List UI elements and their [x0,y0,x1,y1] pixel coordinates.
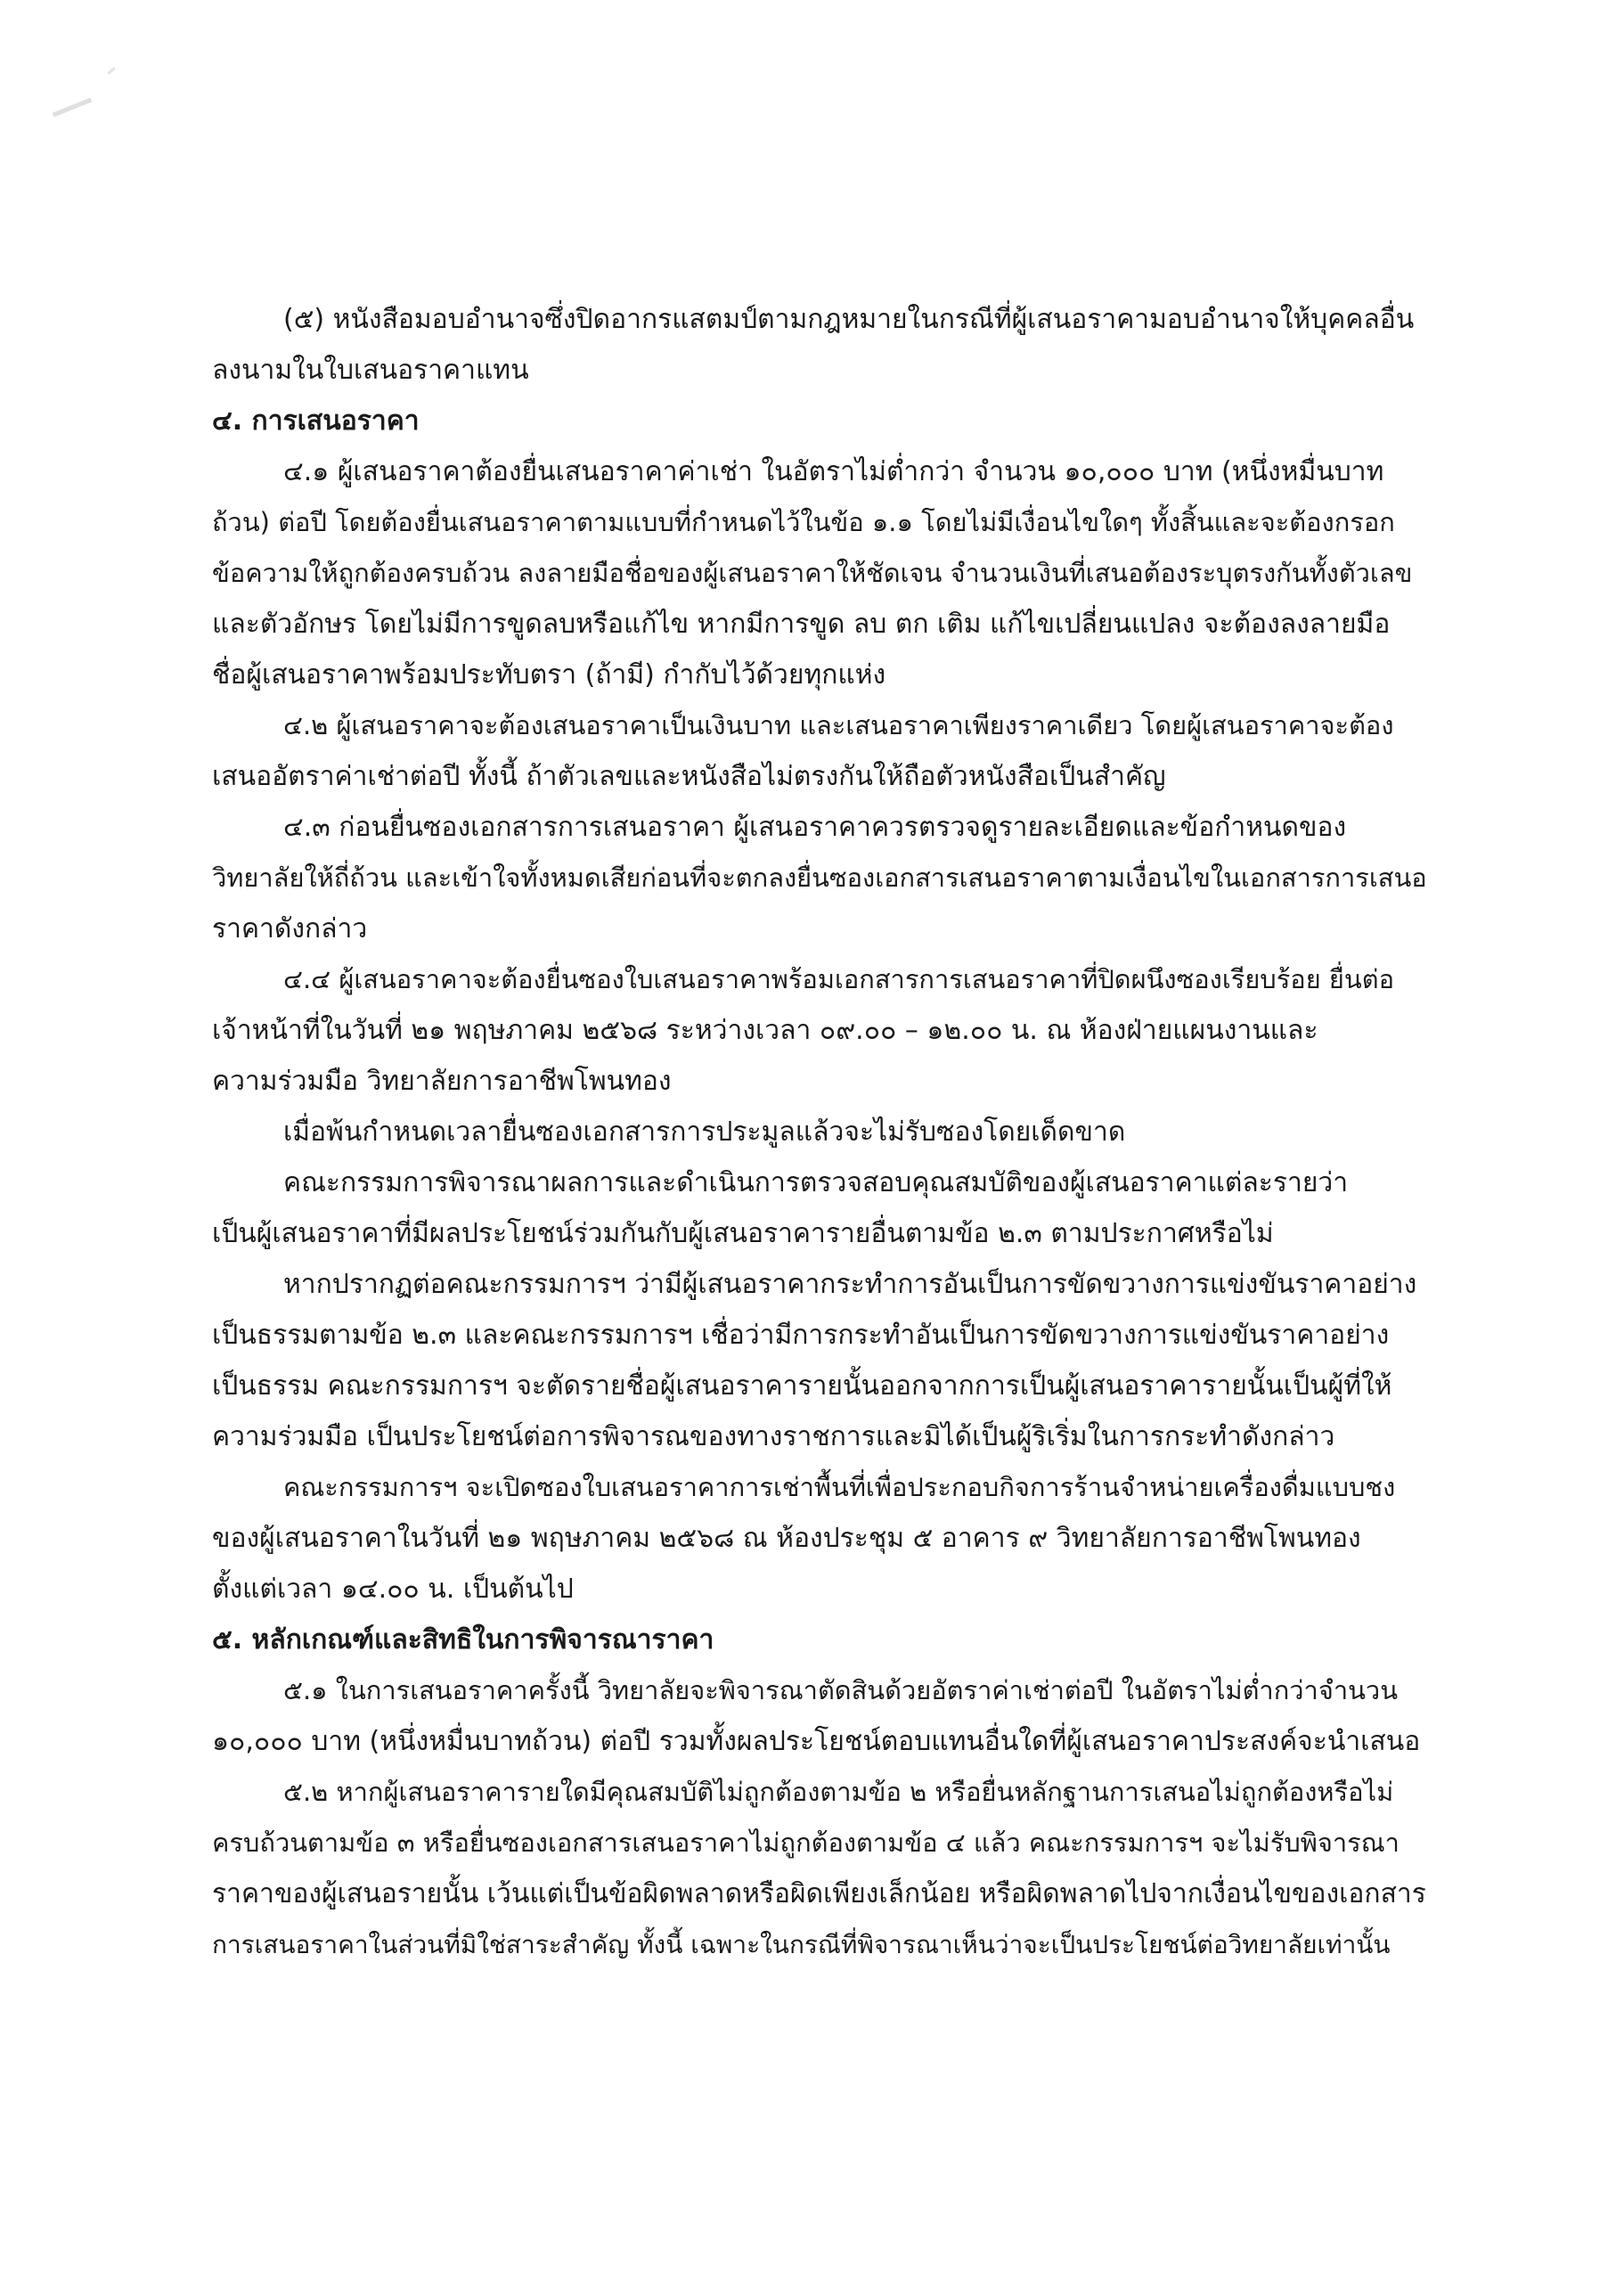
text-line: ราคาดังกล่าว [212,913,368,944]
text-line: เป็นธรรมตามข้อ ๒.๓ และคณะกรรมการฯ เชื่อว่ามีการกระทำอันเป็นการขัดขวางการแข่งขันราคาอย่าง [212,1320,1390,1351]
text-line: ข้อความให้ถูกต้องครบถ้วน ลงลายมือชื่อของผู้เสนอราคาให้ชัดเจน จำนวนเงินที่เสนอต้องระบุตรงกันทั้งตัวเลข [212,558,1413,588]
scan-artifact [53,98,93,118]
text-line: เจ้าหน้าที่ในวันที่ ๒๑ พฤษภาคม ๒๕๖๘ ระหว่างเวลา ๐๙.๐๐ – ๑๒.๐๐ น. ณ ห้องฝ่ายแผนงานและ [212,1015,1318,1046]
text-line: ลงนามในใบเสนอราคาแทน [212,355,529,386]
text-line: ครบถ้วนตามข้อ ๓ หรือยื่นซองเอกสารเสนอราคาไม่ถูกต้องตามข้อ ๔ แล้ว คณะกรรมการฯ จะไม่รับพิจารณา [212,1827,1400,1858]
text-line: เป็นธรรม คณะกรรมการฯ จะตัดรายชื่อผู้เสนอราคารายนั้นออกจากการเป็นผู้เสนอราคารายนั้นเป็นผู้ที่ให้ [212,1370,1392,1402]
text-line: เมื่อพ้นกำหนดเวลายื่นซองเอกสารการประมูลแล้วจะไม่รับซองโดยเด็ดขาด [283,1116,1126,1148]
text-line: ๔.๔ ผู้เสนอราคาจะต้องยื่นซองใบเสนอราคาพร้อมเอกสารการเสนอราคาที่ปิดผนึงซองเรียบร้อย ยื่นต่อ [283,964,1394,994]
text-line: ของผู้เสนอราคาในวันที่ ๒๑ พฤษภาคม ๒๕๖๘ ณ ห้องประชุม ๕ อาคาร ๙ วิทยาลัยการอาชีพโพนทอง [212,1523,1361,1554]
text-line: หากปรากฏต่อคณะกรรมการฯ ว่ามีผู้เสนอราคากระทำการอันเป็นการขัดขวางการแข่งขันราคาอย่าง [283,1269,1417,1300]
scan-artifact [107,67,116,75]
text-line: ราคาของผู้เสนอรายนั้น เว้นแต่เป็นข้อผิดพลาดหรือผิดเพียงเล็กน้อย หรือผิดพลาดไปจากเงื่อนไขของเอกสาร [212,1878,1426,1909]
text-line: ๕.๒ หากผู้เสนอราคารายใดมีคุณสมบัติไม่ถูกต้องตามข้อ ๒ หรือยื่นหลักฐานการเสนอไม่ถูกต้องหรือไม่ [283,1777,1394,1807]
text-line: (๕) หนังสือมอบอำนาจซึ่งปิดอากรแสตมป์ตามกฎหมายในกรณีที่ผู้เสนอราคามอบอำนาจให้บุคคลอื่น [283,304,1415,335]
text-line: ๔.๒ ผู้เสนอราคาจะต้องเสนอราคาเป็นเงินบาท และเสนอราคาเพียงราคาเดียว โดยผู้เสนอราคาจะต้อง [283,710,1394,740]
text-line: การเสนอราคาในส่วนที่มิใช่สาระสำคัญ ทั้งนี้ เฉพาะในกรณีที่พิจารณาเห็นว่าจะเป็นประโยชน์ต่อวิทยาลัยเท่านั้น [212,1930,1391,1959]
text-line: เสนออัตราค่าเช่าต่อปี ทั้งนี้ ถ้าตัวเลขและหนังสือไม่ตรงกันให้ถือตัวหนังสือเป็นสำคัญ [212,761,1166,792]
text-line: ความร่วมมือ เป็นประโยชน์ต่อการพิจารณของทางราชการและมิได้เป็นผู้ริเริ่มในการกระทำดังกล่าว [212,1421,1335,1452]
text-line: ๑๐,๐๐๐ บาท (หนึ่งหมื่นบาทถ้วน) ต่อปี รวมทั้งผลประโยชน์ตอบแทนอื่นใดที่ผู้เสนอราคาประสงค์จะนำเสนอ [212,1726,1421,1757]
text-line: และตัวอักษร โดยไม่มีการขูดลบหรือแก้ไข หากมีการขูด ลบ ตก เติม แก้ไขเปลี่ยนแปลง จะต้องลงลายมือ [212,609,1391,640]
section-heading: ๕. หลักเกณฑ์และสิทธิในการพิจารณาราคา [212,1624,714,1656]
text-line: ชื่อผู้เสนอราคาพร้อมประทับตรา (ถ้ามี) กำกับไว้ด้วยทุกแห่ง [212,659,886,691]
text-line: ถ้วน) ต่อปี โดยต้องยื่นเสนอราคาตามแบบที่กำหนดไว้ในข้อ ๑.๑ โดยไม่มีเงื่อนไขใดๆ ทั้งสิ้นและจะต้องกรอก [212,507,1395,537]
text-line: คณะกรรมการพิจารณาผลการและดำเนินการตรวจสอบคุณสมบัติของผู้เสนอราคาแต่ละรายว่า [283,1167,1349,1198]
text-line: คณะกรรมการฯ จะเปิดซองใบเสนอราคาการเช่าพื้นที่เพื่อประกอบกิจการร้านจำหน่ายเครื่องดื่มแบบชง [283,1472,1396,1502]
text-line: ๔.๓ ก่อนยื่นซองเอกสารการเสนอราคา ผู้เสนอราคาควรตรวจดูรายละเอียดและข้อกำหนดของ [283,812,1347,843]
document-body [212,294,1428,1970]
section-heading: ๔. การเสนอราคา [212,405,420,437]
text-line: วิทยาลัยให้ถี่ถ้วน และเข้าใจทั้งหมดเสียก่อนที่จะตกลงยื่นซองเอกสารเสนอราคาตามเงื่อนไขในเอกสารการเสนอ [212,863,1427,893]
text-line: ความร่วมมือ วิทยาลัยการอาชีพโพนทอง [212,1066,672,1097]
text-line: ๔.๑ ผู้เสนอราคาต้องยื่นเสนอราคาค่าเช่า ในอัตราไม่ต่ำกว่า จำนวน ๑๐,๐๐๐ บาท (หนึ่งหมื่นบาท [283,456,1384,487]
text-line: ตั้งแต่เวลา ๑๔.๐๐ น. เป็นต้นไป [212,1574,574,1605]
text-line: เป็นผู้เสนอราคาที่มีผลประโยชน์ร่วมกันกับผู้เสนอราคารายอื่นตามข้อ ๒.๓ ตามประกาศหรือไม่ [212,1218,1274,1249]
text-line: ๕.๑ ในการเสนอราคาครั้งนี้ วิทยาลัยจะพิจารณาตัดสินด้วยอัตราค่าเช่าต่อปี ในอัตราไม่ต่ำกว่าจำนวน [283,1675,1399,1705]
